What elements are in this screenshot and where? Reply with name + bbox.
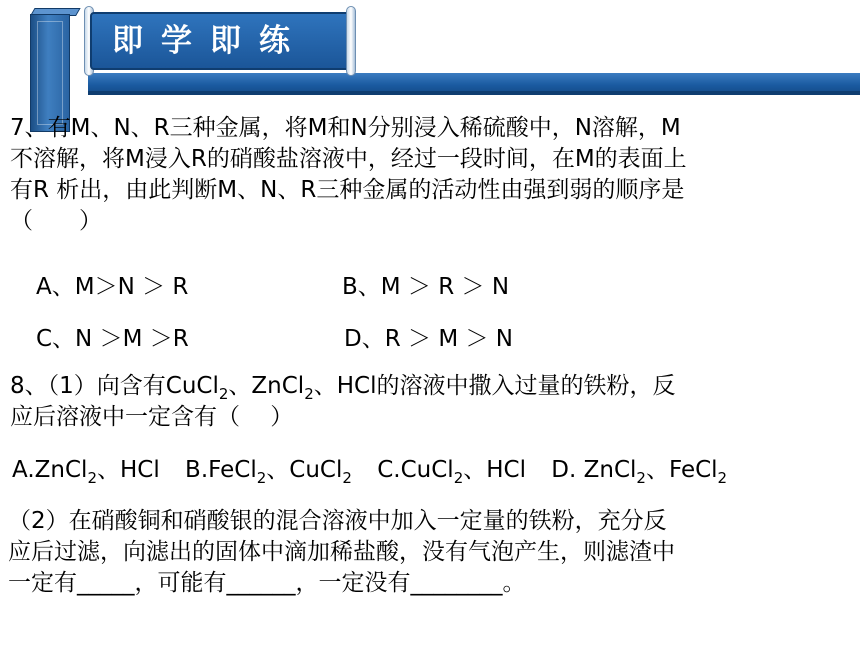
- question-8-part-2-line: 一定有_____，可能有______，一定没有________。: [8, 570, 526, 596]
- question-7: [10, 113, 687, 237]
- q7-option-d[interactable]: D、R ＞ M ＞ N: [344, 326, 513, 352]
- question-7-line: 有R 析出，由此判断M、N、R三种金属的活动性由强到弱的顺序是: [10, 177, 685, 203]
- question-7-line: 7、有M、N、R三种金属，将M和N分别浸入稀硫酸中，N溶解，M: [10, 115, 681, 141]
- q8-option-b[interactable]: B.FeCl$_2$、CuCl$_2$: [185, 457, 352, 487]
- q7-option-c[interactable]: C、N ＞M ＞R: [36, 326, 189, 352]
- q8-options: [12, 451, 727, 487]
- q7-option-a[interactable]: A、M＞N ＞ R: [36, 274, 189, 300]
- question-7-line: 不溶解，将M浸入R的硝酸盐溶液中，经过一段时间，在M的表面上: [10, 146, 687, 172]
- question-8-part-2-line: （2）在硝酸铜和硝酸银的混合溶液中加入一定量的铁粉，充分反: [8, 508, 667, 534]
- question-8-part-2: [8, 506, 675, 599]
- page-title: 即学即练: [112, 23, 308, 59]
- q8-option-d[interactable]: D. ZnCl$_2$、FeCl$_2$: [551, 457, 728, 487]
- question-8-part-2-line: 应后过滤，向滤出的固体中滴加稀盐酸，没有气泡产生，则滤渣中: [8, 539, 675, 565]
- question-8-part-1: [10, 371, 676, 433]
- header-banner-bar: [88, 73, 860, 95]
- question-8-line: 应后溶液中一定含有（ ）: [10, 404, 294, 430]
- scroll-right-roll: [346, 6, 356, 76]
- q7-option-b[interactable]: B、M ＞ R ＞ N: [342, 274, 510, 300]
- q8-option-a[interactable]: A.ZnCl$_2$、HCl: [12, 457, 160, 487]
- q8-option-c[interactable]: C.CuCl$_2$、HCl: [377, 457, 526, 487]
- question-8-line: 8、（1）向含有CuCl$_2$、ZnCl$_2$、HCl的溶液中撒入过量的铁粉，反: [10, 373, 676, 403]
- question-7-line: （ ）: [10, 208, 102, 234]
